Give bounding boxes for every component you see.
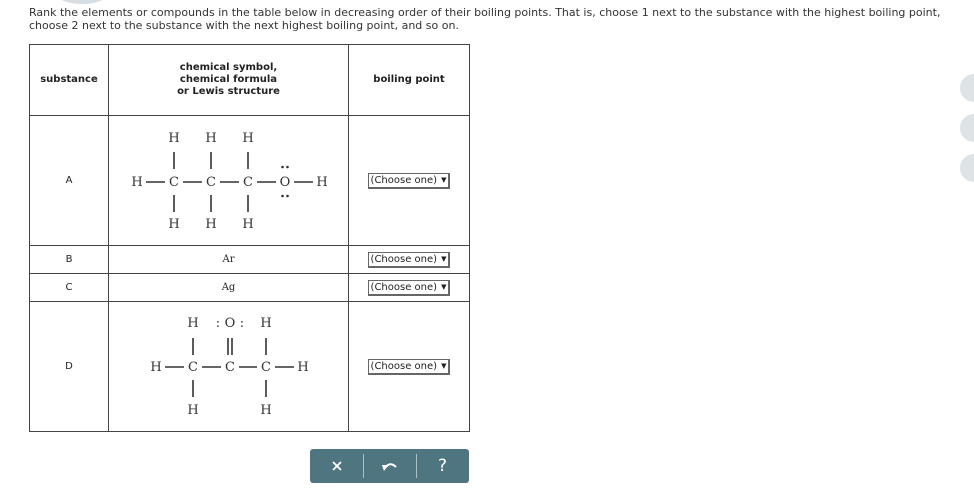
atom-h: H: [241, 130, 254, 146]
atom-c: C: [187, 359, 198, 375]
atom-h: H: [296, 359, 309, 375]
atom-h: H: [130, 174, 143, 190]
lone-pair-dot: [281, 165, 284, 168]
answer-toolbar: [310, 449, 469, 483]
rank-select-d-value: (Choose one): [370, 360, 438, 372]
header-formula-line3: or Lewis structure: [177, 86, 280, 97]
rank-select-a[interactable]: [368, 173, 451, 189]
atom-h: H: [204, 216, 217, 232]
substance-label-b: B: [30, 246, 109, 274]
substance-label-a: A: [30, 116, 109, 246]
rank-select-a-value: (Choose one): [370, 174, 438, 186]
atom-c: C: [205, 174, 216, 190]
atom-h: H: [315, 174, 328, 190]
atom-c: C: [224, 359, 235, 375]
lewis-structure-a-drawing: [110, 117, 348, 245]
header-formula-line2: chemical formula: [179, 74, 278, 85]
close-icon: [331, 460, 343, 472]
lewis-structure-a: [109, 116, 349, 246]
atom-o: O: [224, 315, 235, 331]
table-row: [30, 302, 470, 432]
atom-h: H: [241, 216, 254, 232]
formula-c: Ag: [109, 274, 349, 302]
undo-icon: [381, 460, 399, 472]
atom-h: H: [149, 359, 162, 375]
dropdown-arrow-icon: ▼: [441, 283, 447, 291]
undo-button[interactable]: [363, 449, 416, 483]
rank-select-c-value: (Choose one): [370, 281, 438, 293]
lone-pair: :: [215, 315, 220, 331]
lewis-structure-d: [109, 302, 349, 432]
atom-h: H: [204, 130, 217, 146]
header-boiling-point: boiling point: [349, 45, 470, 116]
header-substance: substance: [30, 45, 109, 116]
atom-h: H: [167, 130, 180, 146]
header-formula-line1: chemical symbol,: [179, 62, 278, 73]
rank-select-d[interactable]: [368, 359, 451, 375]
rank-select-c[interactable]: [368, 280, 451, 296]
table-row: [30, 116, 470, 246]
atom-o: O: [279, 174, 290, 190]
lone-pair-dot: [286, 194, 289, 197]
rank-select-b-value: (Choose one): [370, 253, 438, 265]
dropdown-arrow-icon: ▼: [441, 176, 447, 184]
side-tab-3[interactable]: [960, 154, 974, 182]
side-tab-1[interactable]: [960, 74, 974, 102]
lewis-structure-d-drawing: [110, 303, 348, 431]
boiling-point-cell-d: [349, 302, 470, 432]
lone-pair: :: [239, 315, 244, 331]
boiling-point-cell-c: [349, 274, 470, 302]
atom-h: H: [167, 216, 180, 232]
atom-h: H: [186, 315, 199, 331]
formula-b: Ar: [109, 246, 349, 274]
dropdown-arrow-icon: ▼: [441, 255, 447, 263]
top-decoration: [58, 0, 106, 4]
table-header-row: [30, 45, 470, 116]
atom-c: C: [260, 359, 271, 375]
clear-button[interactable]: [310, 449, 363, 483]
header-formula: [109, 45, 349, 116]
substance-label-c: C: [30, 274, 109, 302]
dropdown-arrow-icon: ▼: [441, 362, 447, 370]
help-button[interactable]: [416, 449, 469, 483]
table-row: [30, 246, 470, 274]
help-label: ?: [437, 456, 448, 476]
lone-pair-dot: [286, 165, 289, 168]
substance-label-d: D: [30, 302, 109, 432]
side-tab-2[interactable]: [960, 114, 974, 142]
atom-c: C: [168, 174, 179, 190]
ranking-table: [29, 44, 470, 432]
atom-c: C: [242, 174, 253, 190]
instructions-text: Rank the elements or compounds in the table below in decreasing order of their boiling points. That is, choose 1 next to the substance with the highest boiling point, choose 2 next to the substance with the next highest boiling point, and so on.: [29, 6, 941, 32]
atom-h: H: [186, 402, 199, 418]
rank-select-b[interactable]: [368, 252, 451, 268]
lone-pair-dot: [281, 194, 284, 197]
atom-h: H: [259, 402, 272, 418]
table-row: [30, 274, 470, 302]
atom-h: H: [259, 315, 272, 331]
boiling-point-cell-b: [349, 246, 470, 274]
boiling-point-cell-a: [349, 116, 470, 246]
